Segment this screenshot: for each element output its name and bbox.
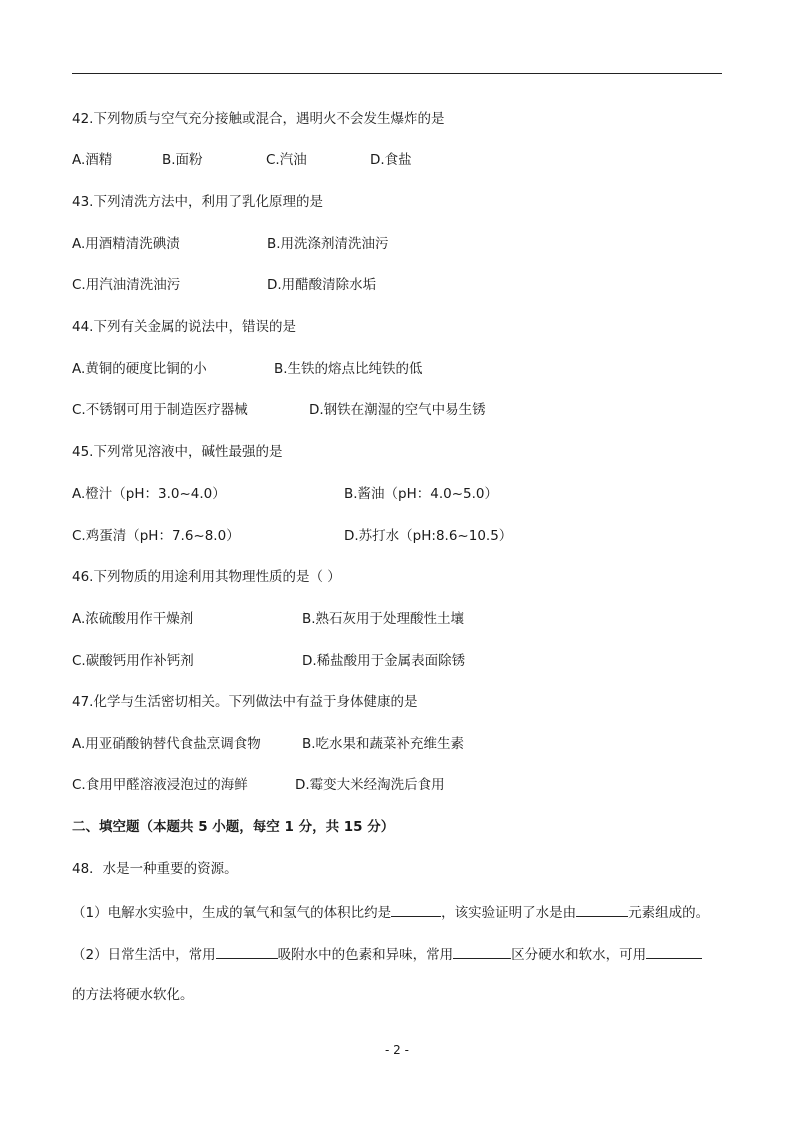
- blank-soften-method[interactable]: [646, 944, 702, 959]
- question-45-option-c: C.鸡蛋清（pH：7.6~8.0）: [72, 528, 240, 544]
- question-44-stem: 44.下列有关金属的说法中，错误的是: [72, 319, 296, 335]
- question-48-part-2: [72, 944, 702, 964]
- question-42-option-c: C.汽油: [266, 152, 307, 168]
- question-44-option-c: C.不锈钢可用于制造医疗器械: [72, 402, 248, 418]
- question-43-option-d: D.用醋酸清除水垢: [267, 277, 377, 293]
- part-2-text-a: （2）日常生活中，常用: [72, 947, 216, 963]
- question-45-option-a: A.橙汁（pH：3.0~4.0）: [72, 486, 226, 502]
- question-43-stem: 43.下列清洗方法中，利用了乳化原理的是: [72, 194, 323, 210]
- part-2-text-c: 区分硬水和软水，可用: [511, 947, 647, 963]
- question-46-option-a: A.浓硫酸用作干燥剂: [72, 611, 194, 627]
- question-46-option-d: D.稀盐酸用于金属表面除锈: [302, 653, 466, 669]
- blank-elements[interactable]: [576, 902, 628, 917]
- question-45-option-d: D.苏打水（pH:8.6~10.5）: [344, 528, 513, 544]
- question-45-stem: 45.下列常见溶液中，碱性最强的是: [72, 444, 283, 460]
- part-2-text-b: 吸附水中的色素和异味，常用: [277, 947, 454, 963]
- part-1-text-b: ，该实验证明了水是由: [441, 905, 577, 921]
- question-43-option-a: A.用酒精清洗碘渍: [72, 236, 180, 252]
- header-rule: [72, 73, 722, 74]
- blank-adsorbent[interactable]: [216, 944, 278, 959]
- part-1-text-a: （1）电解水实验中，生成的氧气和氢气的体积比约是: [72, 905, 392, 921]
- question-47-option-a: A.用亚硝酸钠替代食盐烹调食物: [72, 736, 261, 752]
- question-42-stem: 42.下列物质与空气充分接触或混合，遇明火不会发生爆炸的是: [72, 111, 445, 127]
- part-1-text-c: 元素组成的。: [628, 905, 710, 921]
- question-47-option-b: B.吃水果和蔬菜补充维生素: [302, 736, 465, 752]
- question-47-stem: 47.化学与生活密切相关。下列做法中有益于身体健康的是: [72, 694, 418, 710]
- question-46-option-c: C.碳酸钙用作补钙剂: [72, 653, 194, 669]
- section-heading: 二、填空题（本题共 5 小题，每空 1 分，共 15 分）: [72, 819, 395, 835]
- question-43-option-b: B.用洗涤剂清洗油污: [267, 236, 389, 252]
- page-number: - 2 -: [385, 1043, 409, 1057]
- question-44-option-b: B.生铁的熔点比纯铁的低: [274, 361, 423, 377]
- question-44-option-a: A.黄铜的硬度比铜的小: [72, 361, 207, 377]
- blank-ratio[interactable]: [391, 902, 441, 917]
- question-46-option-b: B.熟石灰用于处理酸性土壤: [302, 611, 465, 627]
- question-45-option-b: B.酱油（pH：4.0~5.0）: [344, 486, 499, 502]
- question-42-option-d: D.食盐: [370, 152, 412, 168]
- question-47-option-d: D.霉变大米经淘洗后食用: [295, 777, 445, 793]
- blank-distinguish[interactable]: [453, 944, 511, 959]
- question-48-stem: 48．水是一种重要的资源。: [72, 861, 238, 877]
- question-44-option-d: D.钢铁在潮湿的空气中易生锈: [309, 402, 486, 418]
- question-43-option-c: C.用汽油清洗油污: [72, 277, 181, 293]
- question-42-option-a: A.酒精: [72, 152, 113, 168]
- question-47-option-c: C.食用甲醛溶液浸泡过的海鲜: [72, 777, 248, 793]
- question-48-part-2-continued: 的方法将硬水软化。: [72, 987, 194, 1003]
- question-48-part-1: [72, 902, 709, 922]
- question-46-stem: 46.下列物质的用途利用其物理性质的是（ ）: [72, 569, 341, 585]
- question-42-option-b: B.面粉: [162, 152, 203, 168]
